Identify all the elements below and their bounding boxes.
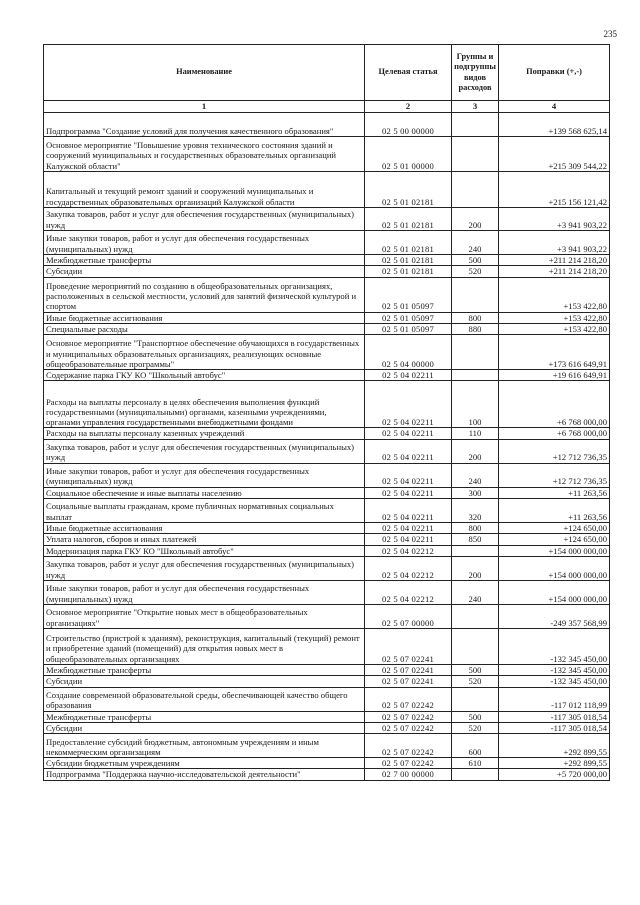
row-expense-type: 520: [452, 722, 499, 733]
row-amount: +211 214 218,20: [499, 255, 610, 266]
row-amount: +3 941 903,22: [499, 208, 610, 231]
row-target-code: 02 5 04 02211: [365, 463, 452, 487]
header-name: Наименование: [44, 45, 365, 101]
row-name: Основное мероприятие "Повышение уровня технического состояния зданий и сооружений муниципальных и государственных образовательных организаций Калужской области": [44, 137, 365, 172]
row-target-code: 02 5 01 05097: [365, 312, 452, 323]
row-target-code: 02 5 04 00000: [365, 335, 452, 370]
row-amount: +154 000 000,00: [499, 556, 610, 580]
row-expense-type: 500: [452, 664, 499, 675]
table-row: [44, 687, 610, 711]
row-name: Предоставление субсидий бюджетным, автономным учреждениям и иным некоммерческим организациям: [44, 734, 365, 758]
row-expense-type: [452, 113, 499, 137]
row-target-code: 02 5 07 00000: [365, 604, 452, 628]
row-name: Социальные выплаты гражданам, кроме публичных нормативных социальных выплат: [44, 499, 365, 523]
row-name: Иные бюджетные ассигнования: [44, 312, 365, 323]
row-expense-type: [452, 604, 499, 628]
table-row: [44, 266, 610, 277]
row-amount: -132 345 450,00: [499, 664, 610, 675]
row-amount: +292 899,55: [499, 734, 610, 758]
row-amount: -117 305 018,54: [499, 711, 610, 722]
table-row: [44, 113, 610, 137]
row-expense-type: 520: [452, 266, 499, 277]
row-expense-type: 320: [452, 499, 499, 523]
row-expense-type: 500: [452, 711, 499, 722]
column-number: 3: [452, 101, 499, 113]
row-amount: -117 012 118,99: [499, 687, 610, 711]
row-target-code: 02 5 01 02181: [365, 172, 452, 208]
row-target-code: 02 5 04 02212: [365, 556, 452, 580]
table-row: [44, 231, 610, 255]
column-number-row: [44, 101, 610, 113]
row-target-code: 02 5 00 00000: [365, 113, 452, 137]
table-row: [44, 172, 610, 208]
row-amount: +215 309 544,22: [499, 137, 610, 172]
row-target-code: 02 5 04 02211: [365, 523, 452, 534]
row-name: Субсидии бюджетным учреждениям: [44, 758, 365, 769]
row-name: Иные бюджетные ассигнования: [44, 523, 365, 534]
row-name: Иные закупки товаров, работ и услуг для обеспечения государственных (муниципальных) нужд: [44, 580, 365, 604]
row-amount: +215 156 121,42: [499, 172, 610, 208]
table-row: [44, 734, 610, 758]
row-amount: -117 305 018,54: [499, 722, 610, 733]
row-amount: +153 422,80: [499, 312, 610, 323]
row-expense-type: 850: [452, 534, 499, 545]
row-target-code: 02 5 04 02211: [365, 534, 452, 545]
row-name: Субсидии: [44, 722, 365, 733]
column-number: 2: [365, 101, 452, 113]
row-target-code: 02 5 04 02211: [365, 381, 452, 428]
row-expense-type: 800: [452, 312, 499, 323]
row-amount: +19 616 649,91: [499, 370, 610, 381]
table-body: [44, 113, 610, 781]
row-target-code: 02 5 07 02242: [365, 687, 452, 711]
row-name: Подпрограмма "Поддержка научно-исследовательской деятельности": [44, 769, 365, 780]
row-name: Проведение мероприятий по созданию в общеобразовательных организациях, расположенных в сельской местности, условий для занятий физической культурой и спортом: [44, 277, 365, 312]
table-row: [44, 664, 610, 675]
row-name: Расходы на выплаты персоналу казенных учреждений: [44, 428, 365, 439]
row-name: Расходы на выплаты персоналу в целях обеспечения выполнения функций государственными (муниципальными) органами, казенными учреждениями, органами управления государственными внебюджетными фондами: [44, 381, 365, 428]
row-expense-type: [452, 137, 499, 172]
row-expense-type: 800: [452, 523, 499, 534]
row-name: Создание современной образовательной среды, обеспечивающей качество общего образования: [44, 687, 365, 711]
row-target-code: 02 5 04 02211: [365, 428, 452, 439]
row-name: Иные закупки товаров, работ и услуг для обеспечения государственных (муниципальных) нужд: [44, 463, 365, 487]
table-row: [44, 758, 610, 769]
row-target-code: 02 5 01 02181: [365, 266, 452, 277]
row-amount: +211 214 218,20: [499, 266, 610, 277]
row-expense-type: 100: [452, 381, 499, 428]
row-amount: +12 712 736,35: [499, 439, 610, 463]
table-row: [44, 137, 610, 172]
column-number: 1: [44, 101, 365, 113]
row-amount: +5 720 000,00: [499, 769, 610, 780]
row-target-code: 02 5 07 02242: [365, 734, 452, 758]
row-target-code: 02 5 01 05097: [365, 277, 452, 312]
table-row: [44, 769, 610, 780]
row-target-code: 02 5 01 02181: [365, 255, 452, 266]
row-name: Специальные расходы: [44, 323, 365, 334]
row-target-code: 02 5 04 02211: [365, 439, 452, 463]
row-amount: +124 650,00: [499, 534, 610, 545]
row-target-code: 02 5 04 02212: [365, 580, 452, 604]
row-amount: +6 768 000,00: [499, 428, 610, 439]
row-name: Уплата налогов, сборов и иных платежей: [44, 534, 365, 545]
page-number: 235: [603, 29, 617, 39]
table-row: [44, 370, 610, 381]
row-expense-type: 200: [452, 208, 499, 231]
table-row: [44, 323, 610, 334]
row-expense-type: 520: [452, 676, 499, 687]
budget-table: [43, 44, 610, 781]
row-name: Межбюджетные трансферты: [44, 711, 365, 722]
table-row: [44, 335, 610, 370]
table-row: [44, 381, 610, 428]
row-expense-type: [452, 628, 499, 664]
row-name: Модернизация парка ГКУ КО "Школьный автобус": [44, 545, 365, 556]
table-row: [44, 604, 610, 628]
row-expense-type: 240: [452, 463, 499, 487]
row-target-code: 02 5 01 02181: [365, 208, 452, 231]
row-name: Иные закупки товаров, работ и услуг для обеспечения государственных (муниципальных) нужд: [44, 231, 365, 255]
header-target-article: Целевая статья: [365, 45, 452, 101]
row-amount: +12 712 736,35: [499, 463, 610, 487]
row-name: Закупка товаров, работ и услуг для обеспечения государственных (муниципальных) нужд: [44, 556, 365, 580]
table-row: [44, 487, 610, 498]
table-row: [44, 722, 610, 733]
row-expense-type: 200: [452, 556, 499, 580]
table-row: [44, 439, 610, 463]
row-name: Закупка товаров, работ и услуг для обеспечения государственных (муниципальных) нужд: [44, 208, 365, 231]
row-amount: +153 422,80: [499, 277, 610, 312]
row-expense-type: [452, 335, 499, 370]
table-row: [44, 556, 610, 580]
table-row: [44, 534, 610, 545]
header-expense-groups: Группы и подгруппы видов расходов: [452, 45, 499, 101]
row-target-code: 02 5 04 02212: [365, 545, 452, 556]
table-row: [44, 463, 610, 487]
row-target-code: 02 5 01 02181: [365, 231, 452, 255]
column-number: 4: [499, 101, 610, 113]
row-target-code: 02 5 07 02241: [365, 664, 452, 675]
table-row: [44, 580, 610, 604]
row-amount: +6 768 000,00: [499, 381, 610, 428]
row-expense-type: [452, 277, 499, 312]
table-row: [44, 312, 610, 323]
row-target-code: 02 7 00 00000: [365, 769, 452, 780]
row-expense-type: 600: [452, 734, 499, 758]
row-target-code: 02 5 07 02241: [365, 676, 452, 687]
table-row: [44, 523, 610, 534]
row-name: Капитальный и текущий ремонт зданий и сооружений муниципальных и государственных образовательных организаций Калужской области: [44, 172, 365, 208]
row-expense-type: 240: [452, 231, 499, 255]
row-amount: +124 650,00: [499, 523, 610, 534]
row-name: Подпрограмма "Создание условий для получения качественного образования": [44, 113, 365, 137]
row-name: Межбюджетные трансферты: [44, 664, 365, 675]
row-name: Строительство (пристрой к зданиям), реконструкция, капитальный (текущий) ремонт и приобретение зданий (помещений) для открытия новых мест в общеобразовательных организациях: [44, 628, 365, 664]
row-name: Субсидии: [44, 266, 365, 277]
row-expense-type: [452, 172, 499, 208]
row-expense-type: 500: [452, 255, 499, 266]
row-target-code: 02 5 07 02242: [365, 758, 452, 769]
row-amount: +292 899,55: [499, 758, 610, 769]
row-target-code: 02 5 07 02241: [365, 628, 452, 664]
row-amount: +11 263,56: [499, 499, 610, 523]
row-amount: +11 263,56: [499, 487, 610, 498]
row-expense-type: [452, 545, 499, 556]
table-row: [44, 545, 610, 556]
row-target-code: 02 5 04 02211: [365, 499, 452, 523]
row-amount: +3 941 903,22: [499, 231, 610, 255]
table-row: [44, 676, 610, 687]
row-expense-type: 880: [452, 323, 499, 334]
table-header: [44, 45, 610, 113]
row-expense-type: [452, 687, 499, 711]
row-amount: +139 568 625,14: [499, 113, 610, 137]
row-expense-type: 200: [452, 439, 499, 463]
table-row: [44, 208, 610, 231]
row-expense-type: 110: [452, 428, 499, 439]
table-row: [44, 499, 610, 523]
row-target-code: 02 5 04 02211: [365, 487, 452, 498]
table-row: [44, 628, 610, 664]
row-name: Социальное обеспечение и иные выплаты населению: [44, 487, 365, 498]
table-row: [44, 428, 610, 439]
row-amount: +154 000 000,00: [499, 580, 610, 604]
row-target-code: 02 5 01 00000: [365, 137, 452, 172]
row-expense-type: 300: [452, 487, 499, 498]
row-amount: +153 422,80: [499, 323, 610, 334]
row-target-code: 02 5 07 02242: [365, 722, 452, 733]
row-name: Субсидии: [44, 676, 365, 687]
row-name: Основное мероприятие "Открытие новых мест в общеобразовательных организациях": [44, 604, 365, 628]
row-expense-type: 610: [452, 758, 499, 769]
table-row: [44, 277, 610, 312]
row-name: Межбюджетные трансферты: [44, 255, 365, 266]
row-expense-type: 240: [452, 580, 499, 604]
row-amount: +154 000 000,00: [499, 545, 610, 556]
row-target-code: 02 5 07 02242: [365, 711, 452, 722]
row-amount: -132 345 450,00: [499, 628, 610, 664]
row-amount: -132 345 450,00: [499, 676, 610, 687]
row-expense-type: [452, 769, 499, 780]
row-target-code: 02 5 04 02211: [365, 370, 452, 381]
row-amount: +173 616 649,91: [499, 335, 610, 370]
table-row: [44, 711, 610, 722]
row-expense-type: [452, 370, 499, 381]
header-amendments: Поправки (+,-): [499, 45, 610, 101]
table-row: [44, 255, 610, 266]
row-name: Закупка товаров, работ и услуг для обеспечения государственных (муниципальных) нужд: [44, 439, 365, 463]
row-name: Основное мероприятие "Транспортное обеспечение обучающихся в государственных и муниципальных образовательных организациях, реализующих основные общеобразовательные программы": [44, 335, 365, 370]
row-target-code: 02 5 01 05097: [365, 323, 452, 334]
row-amount: -249 357 568,99: [499, 604, 610, 628]
row-name: Содержание парка ГКУ КО "Школьный автобус": [44, 370, 365, 381]
